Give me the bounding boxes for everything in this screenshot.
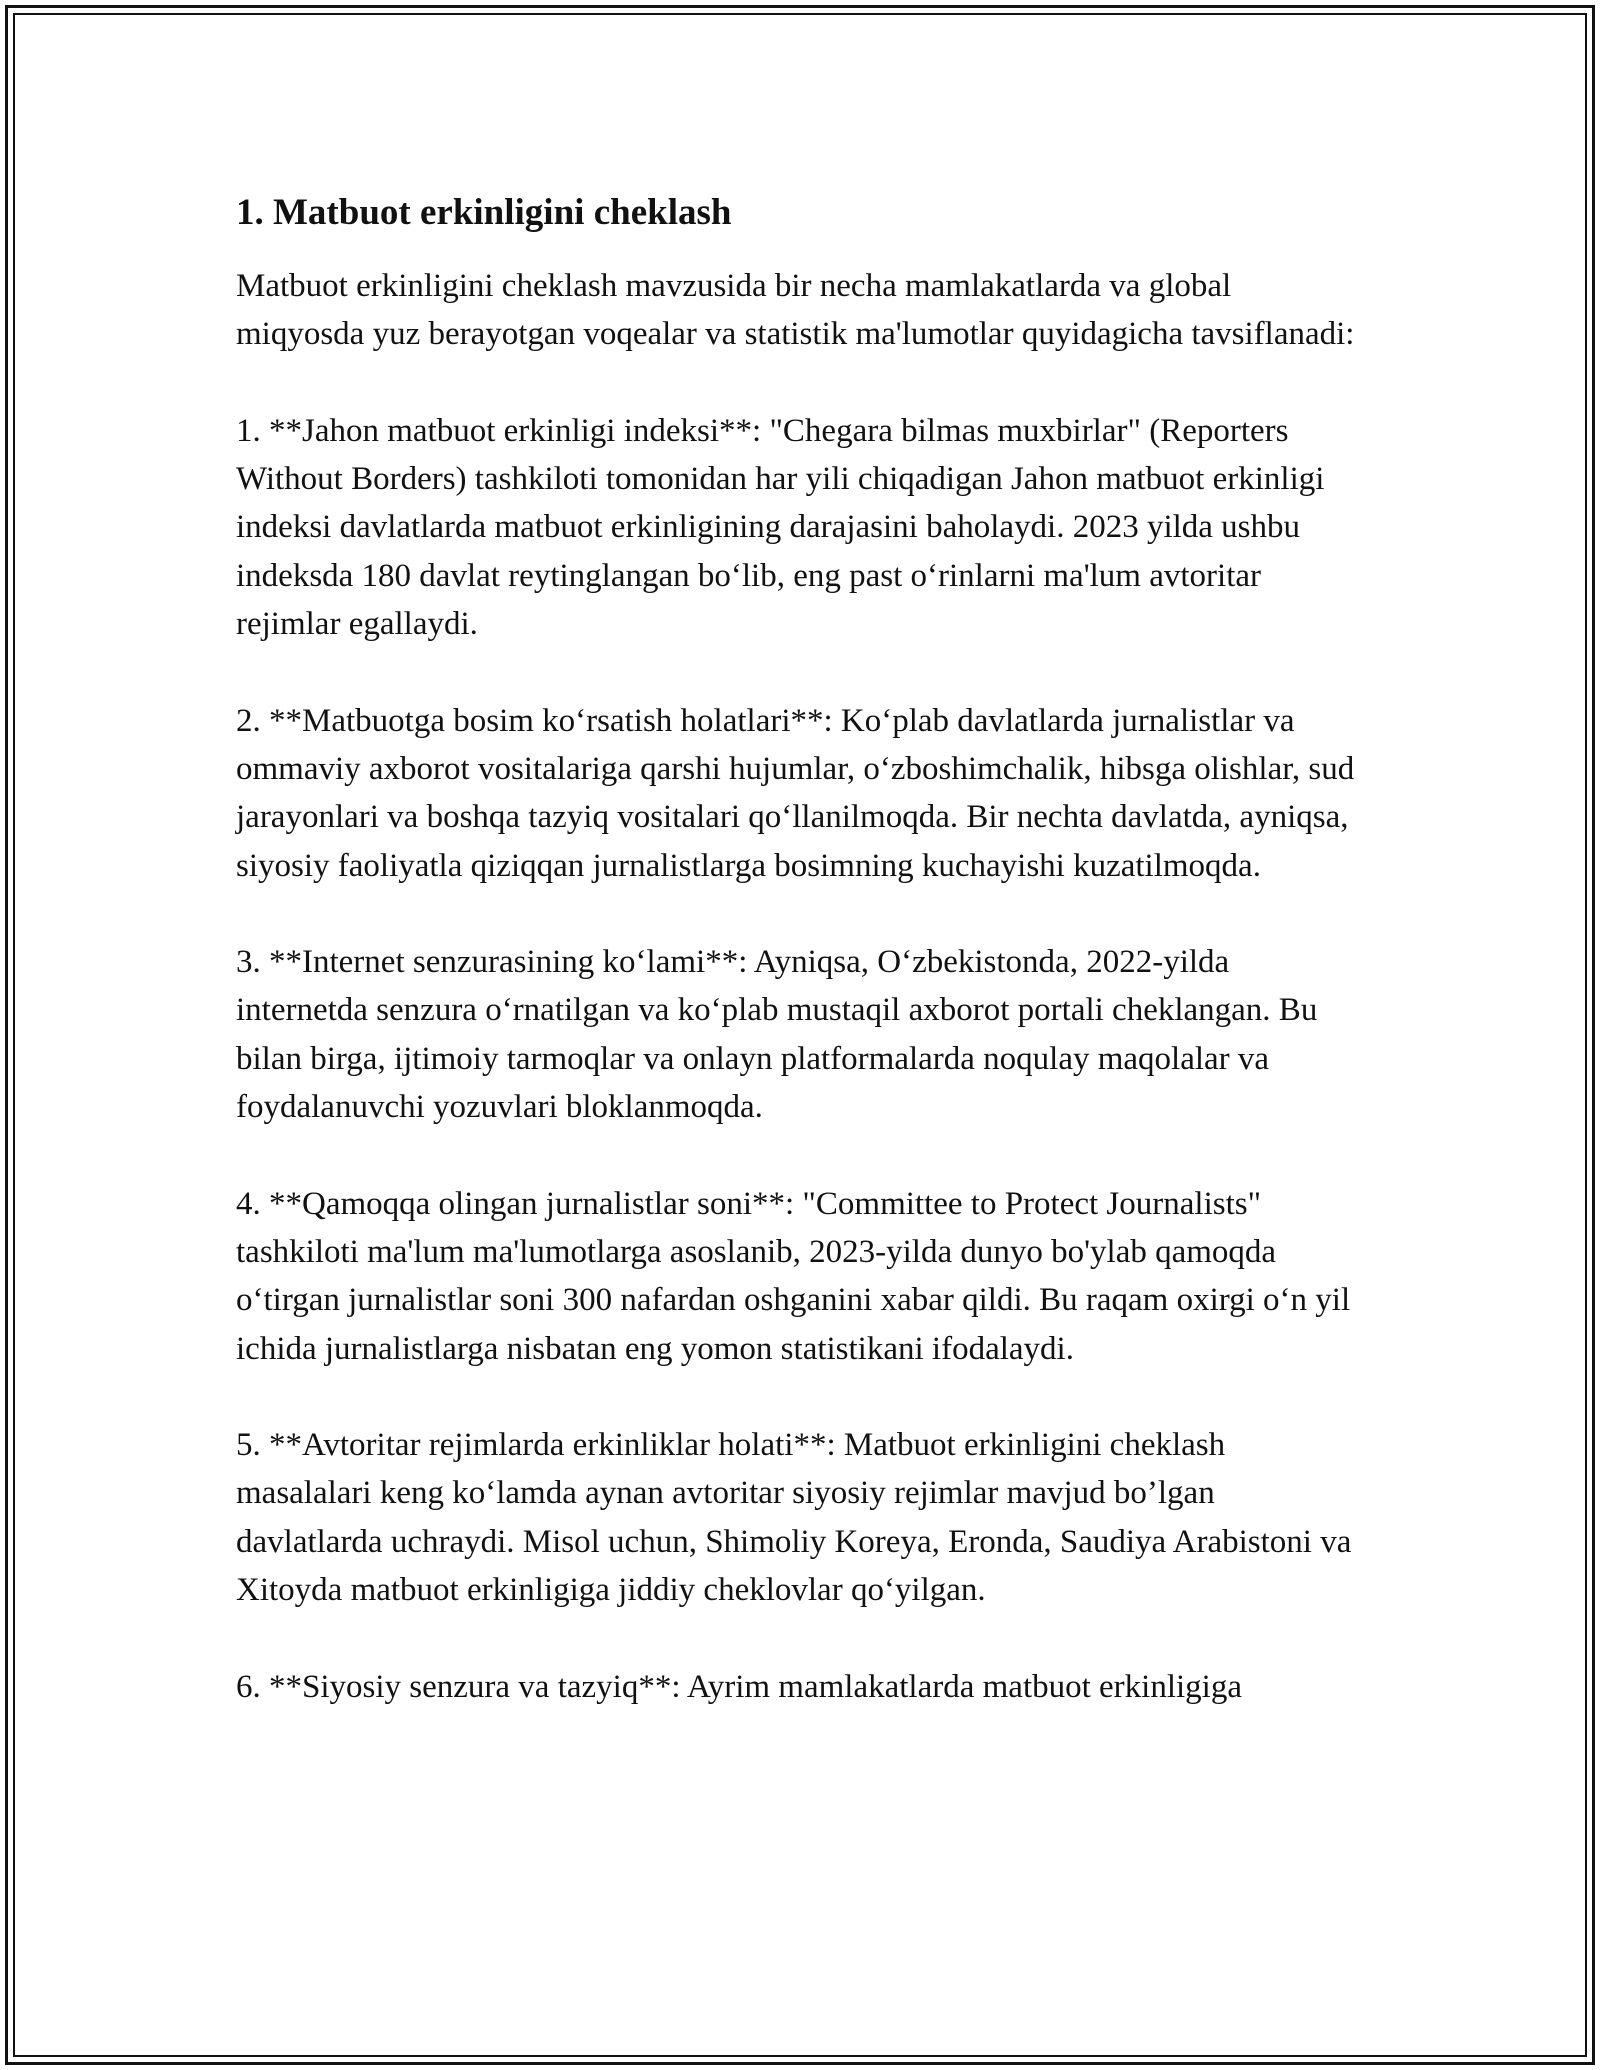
list-item-4: 4. **Qamoqqa olingan jurnalistlar soni**: "Committee to Protect Journalists" tashkiloti ma'lum ma'lumotlarga asoslanib, 2023-yilda dunyo bo'ylab qamoqda o‘tirgan jurnalistlar soni 300 nafardan oshganini xabar qildi. Bu raqam oxirgi o‘n yil ichida jurnalistlarga nisbatan eng yomon statistikani ifodalaydi. (236, 1185, 1351, 1367)
list-item-2: 2. **Matbuotga bosim ko‘rsatish holatlari**: Ko‘plab davlatlarda jurnalistlar va ommaviy axborot vositalariga qarshi hujumlar, o‘zboshimchalik, hibsga olishlar, sud jarayonlari va boshqa tazyiq vositalari qo‘llanilmoqda. Bir nechta davlatda, ayniqsa, siyosiy faoliyatla qiziqqan jurnalistlarga bosimning kuchayishi kuzatilmoqda. (236, 702, 1355, 884)
list-item-5: 5. **Avtoritar rejimlarda erkinliklar holati**: Matbuot erkinligini cheklash masalalari keng ko‘lamda aynan avtoritar siyosiy rejimlar mavjud bo’lgan davlatlarda uchraydi. Misol uchun, Shimoliy Koreya, Eronda, Saudiya Arabistoni va Xitoyda matbuot erkinligiga jiddiy cheklovlar qo‘yilgan. (236, 1427, 1352, 1609)
list-item-6: 6. **Siyosiy senzura va tazyiq**: Ayrim mamlakatlarda matbuot erkinligiga (236, 1668, 1242, 1705)
intro-paragraph: Matbuot erkinligini cheklash mavzusida bir necha mamlakatlarda va global miqyosda yuz berayotgan voqealar va statistik ma'lumotlar quyidagicha tavsiflanadi: (236, 268, 1355, 353)
section-heading: 1. Matbuot erkinligini cheklash (236, 192, 732, 233)
list-item-3: 3. **Internet senzurasining ko‘lami**: Ayniqsa, O‘zbekistonda, 2022-yilda internetda senzura o‘rnatilgan va ko‘plab mustaqil axborot portali cheklangan. Bu bilan birga, ijtimoiy tarmoqlar va onlayn platformalarda noqulay maqolalar va foydalanuvchi yozuvlari bloklanmoqda. (236, 944, 1318, 1126)
list-item-1: 1. **Jahon matbuot erkinligi indeksi**: "Chegara bilmas muxbirlar" (Reporters Without Borders) tashkiloti tomonidan har yili chiqadigan Jahon matbuot erkinligi indeksi davlatlarda matbuot erkinligining darajasini baholaydi. 2023 yilda ushbu indeksda 180 davlat reytinglangan bo‘lib, eng past o‘rinlarni ma'lum avtoritar rejimlar egallaydi. (236, 412, 1325, 643)
document-body (236, 186, 1366, 1711)
